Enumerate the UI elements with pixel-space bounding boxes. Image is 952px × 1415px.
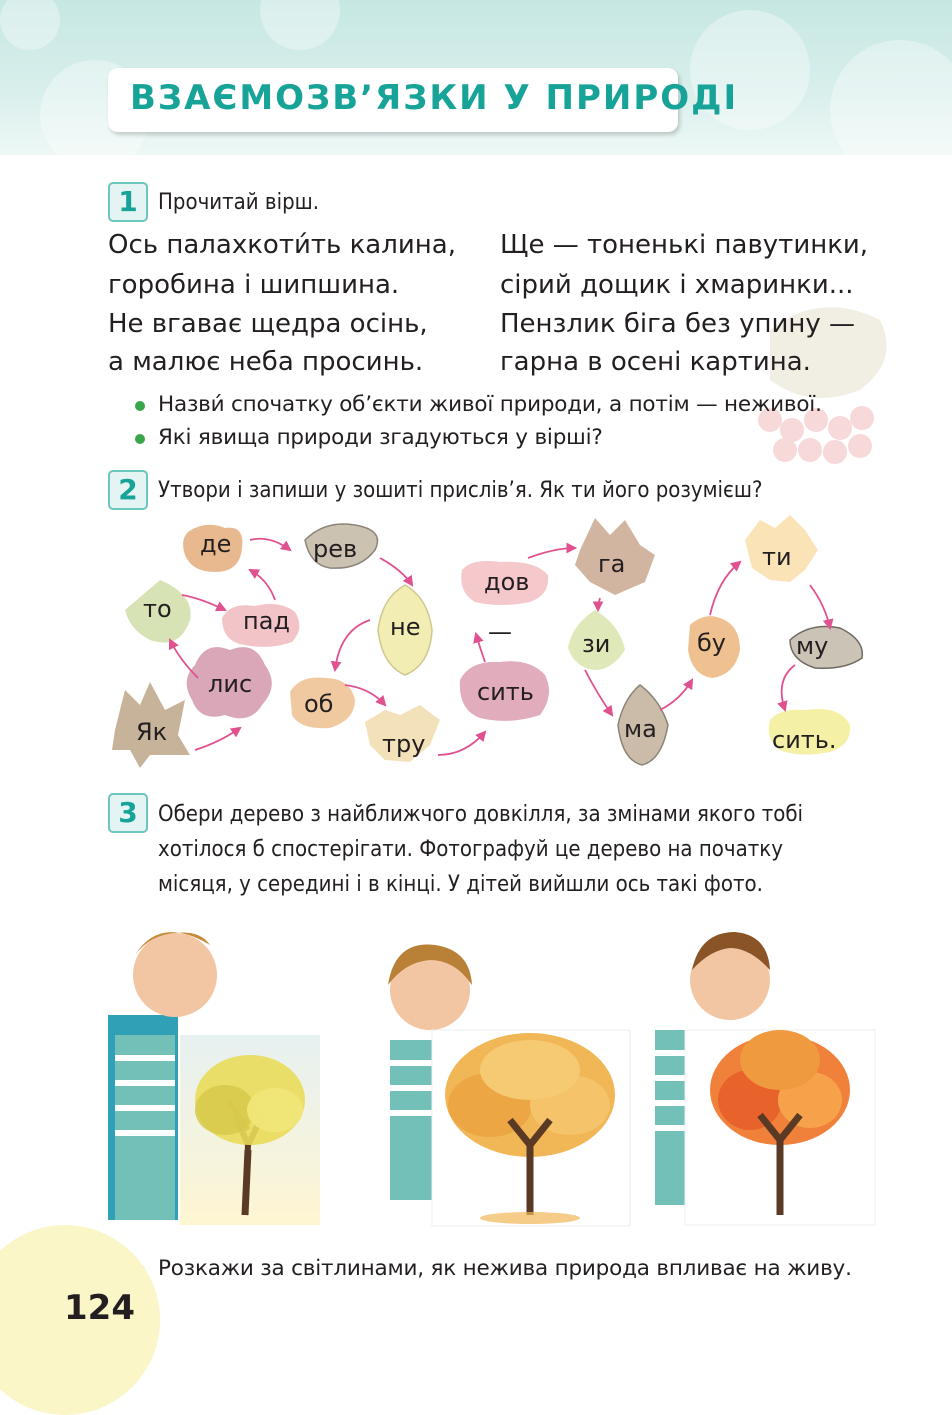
syllable-ma: ма xyxy=(624,715,657,743)
syllable-syt: сить xyxy=(477,678,534,706)
syllable-lys: лис xyxy=(208,670,253,698)
task1-instruction: Прочитай вірш. xyxy=(158,190,320,215)
decor-bubble xyxy=(0,0,60,50)
task3-line: хотілося б спостерігати. Фотографуй це дерево на початку xyxy=(158,837,783,862)
syllable-mu: му xyxy=(796,632,829,660)
task3-line: Обери дерево з найближчого довкілля, за змінами якого тобі xyxy=(158,802,804,827)
syllable-pad: пад xyxy=(243,607,290,635)
syllable-ty: ти xyxy=(762,543,792,571)
syllable-de: де xyxy=(200,530,232,558)
syllable-ob: об xyxy=(304,690,334,718)
task1-question: Які явища природи згадуються у вірші? xyxy=(158,425,603,450)
bullet-dot xyxy=(135,434,145,444)
syllable-to: то xyxy=(143,595,172,623)
poem-left-line: а малює неба просинь. xyxy=(108,347,424,377)
syllable-syt-final: сить. xyxy=(772,726,837,754)
task-number-2: 2 xyxy=(108,470,148,510)
poem-left-line: Не вгаває щедра осінь, xyxy=(108,309,428,339)
task1-question: Назви́ спочатку об’єкти живої природи, а потім — неживої. xyxy=(158,392,822,417)
poem-right-line: сірий дощик і хмаринки... xyxy=(500,270,854,300)
page-number: 124 xyxy=(64,1288,135,1328)
task-number-1: 1 xyxy=(108,182,148,222)
syllable-dash: — xyxy=(488,618,512,646)
task2-instruction: Утвори і запиши у зошиті прислів’я. Як ти його розумієш? xyxy=(158,478,763,503)
syllable-rev: рев xyxy=(313,535,358,563)
page-title: ВЗАЄМОЗВ’ЯЗКИ У ПРИРОДІ xyxy=(130,78,739,118)
task3-line: місяця, у середині і в кінці. У дітей вийшли ось такі фото. xyxy=(158,872,763,897)
photo-boy-red-tree xyxy=(650,920,880,1230)
syllable-yak: Як xyxy=(136,718,168,746)
poem-left-line: горобина і шипшина. xyxy=(108,270,400,300)
syllable-ga: га xyxy=(598,550,626,578)
decor-bubble xyxy=(260,0,340,50)
syllable-ne: не xyxy=(390,613,421,641)
decor-bubble xyxy=(830,40,952,180)
poem-right-line: Пензлик біга без упину — xyxy=(500,309,856,339)
poem-left-line: Ось палахкоти́ть калина, xyxy=(108,230,456,260)
photo-girl-orange-tree xyxy=(370,930,635,1230)
syllable-tru: тру xyxy=(382,730,426,758)
poem-right-line: Ще — тоненькі павутинки, xyxy=(500,230,869,260)
bullet-dot xyxy=(135,401,145,411)
syllable-dov: дов xyxy=(484,568,530,596)
syllable-zy: зи xyxy=(582,630,611,658)
task-number-3: 3 xyxy=(108,793,148,833)
poem-right-line: гарна в осені картина. xyxy=(500,347,811,377)
photo-boy-yellow-tree xyxy=(100,915,330,1230)
task3-question: Розкажи за світлинами, як нежива природа впливає на живу. xyxy=(158,1256,852,1281)
syllable-bu: бу xyxy=(697,629,727,657)
